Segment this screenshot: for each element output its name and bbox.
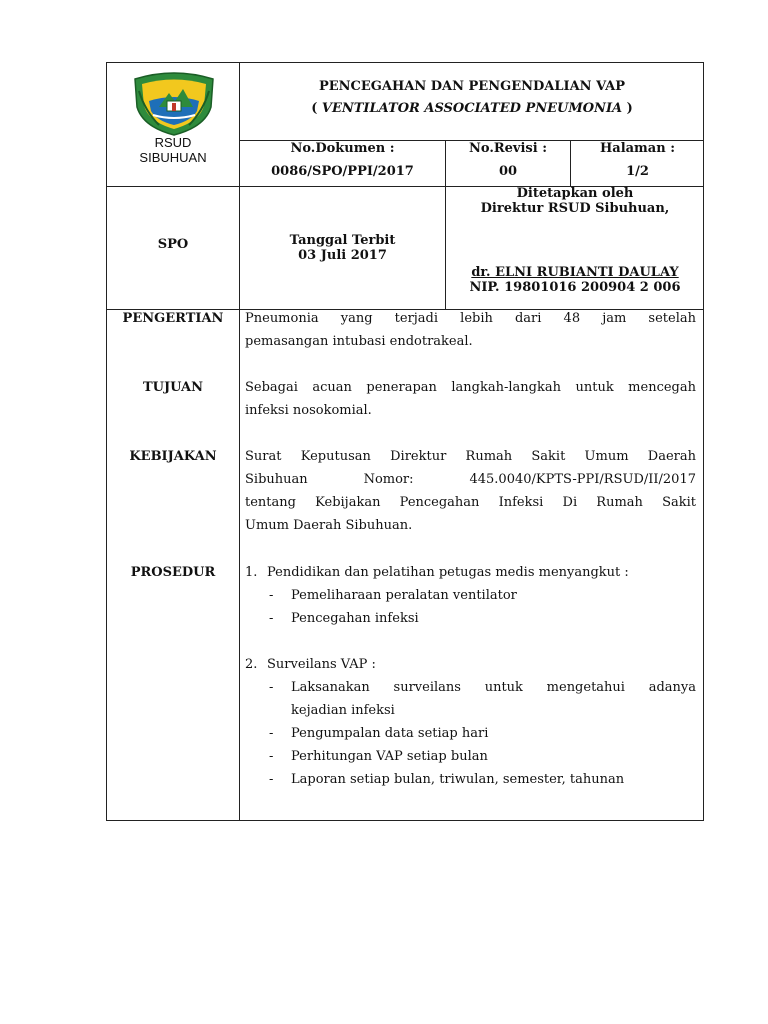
step2-item1-line2: kejadian infeksi (291, 703, 395, 718)
issue-date-block (240, 233, 445, 263)
hospital-logo (131, 71, 217, 137)
kebijakan-line1: Surat Keputusan Direktur Rumah Sakit Umum Daerah (245, 449, 696, 464)
step2-item (291, 676, 696, 722)
step2-item1-line1: Laksanakan surveilans untuk mengetahui adanya (291, 680, 696, 695)
bullet-dash: - (269, 611, 274, 626)
prosedur-label: PROSEDUR (130, 565, 216, 580)
tujuan-line1: Sebagai acuan penerapan langkah-langkah untuk mencegah (245, 380, 696, 395)
bullet-dash: - (269, 588, 274, 603)
hospital-name-line1: RSUD (154, 135, 192, 150)
step1-title: Pendidikan dan pelatihan petugas medis menyangkut : (267, 565, 629, 580)
page-value: 1/2 (626, 164, 649, 179)
hospital-name-line2: SIBUHUAN (139, 150, 207, 165)
pengertian-text (245, 307, 696, 353)
document-title: PENCEGAHAN DAN PENGENDALIAN VAP (318, 79, 626, 94)
step1-number: 1. (245, 565, 258, 580)
spo-label: SPO (157, 237, 189, 252)
step1-item: Pemeliharaan peralatan ventilator (291, 588, 517, 603)
bullet-dash: - (269, 749, 274, 764)
revision-value: 00 (498, 164, 518, 179)
set-by-line1: Ditetapkan oleh (516, 186, 634, 201)
bullet-dash: - (269, 680, 274, 695)
issue-date-value: 03 Juli 2017 (298, 248, 387, 263)
tujuan-text (245, 376, 696, 422)
kebijakan-line4: Umum Daerah Sibuhuan. (245, 518, 413, 533)
page-label: Halaman : (599, 141, 676, 156)
pengertian-line2: pemasangan intubasi endotrakeal. (245, 334, 473, 349)
doc-no-value: 0086/SPO/PPI/2017 (271, 164, 414, 179)
subtitle-open: ( (311, 101, 322, 116)
step1-item: Pencegahan infeksi (291, 611, 419, 626)
step2-number: 2. (245, 657, 258, 672)
director-nip: NIP. 19801016 200904 2 006 (469, 280, 681, 295)
issue-date-label: Tanggal Terbit (289, 233, 396, 248)
doc-no-label: No.Dokumen : (290, 141, 395, 156)
subtitle-italic: VENTILATOR ASSOCIATED PNEUMONIA (321, 101, 623, 116)
bullet-dash: - (269, 726, 274, 741)
bullet-dash: - (269, 772, 274, 787)
subtitle-close: ) (622, 101, 633, 116)
hospital-name (107, 135, 239, 165)
step2-item: Perhitungan VAP setiap bulan (291, 749, 488, 764)
set-by-line2: Direktur RSUD Sibuhuan, (480, 201, 670, 216)
kebijakan-line3: tentang Kebijakan Pencegahan Infeksi Di Rumah Sakit (245, 495, 696, 510)
document-subtitle (240, 101, 704, 116)
step2-item: Pengumpalan data setiap hari (291, 726, 489, 741)
director-block (446, 265, 704, 295)
tujuan-line2: infeksi nosokomial. (245, 403, 372, 418)
step2-title: Surveilans VAP : (267, 657, 376, 672)
kebijakan-text (245, 445, 696, 537)
hospital-crest-icon (131, 71, 217, 137)
kebijakan-line2: Sibuhuan Nomor: 445.0040/KPTS-PPI/RSUD/II/2017 (245, 472, 696, 487)
step2-item: Laporan setiap bulan, triwulan, semester, tahunan (291, 772, 625, 787)
pengertian-label: PENGERTIAN (122, 311, 224, 326)
kebijakan-label: KEBIJAKAN (129, 449, 217, 464)
tujuan-label: TUJUAN (142, 380, 204, 395)
spo-document (106, 62, 704, 821)
pengertian-line1: Pneumonia yang terjadi lebih dari 48 jam setelah (245, 311, 696, 326)
revision-label: No.Revisi : (469, 141, 547, 156)
set-by-block (446, 186, 704, 216)
director-name: dr. ELNI RUBIANTI DAULAY (471, 265, 679, 280)
